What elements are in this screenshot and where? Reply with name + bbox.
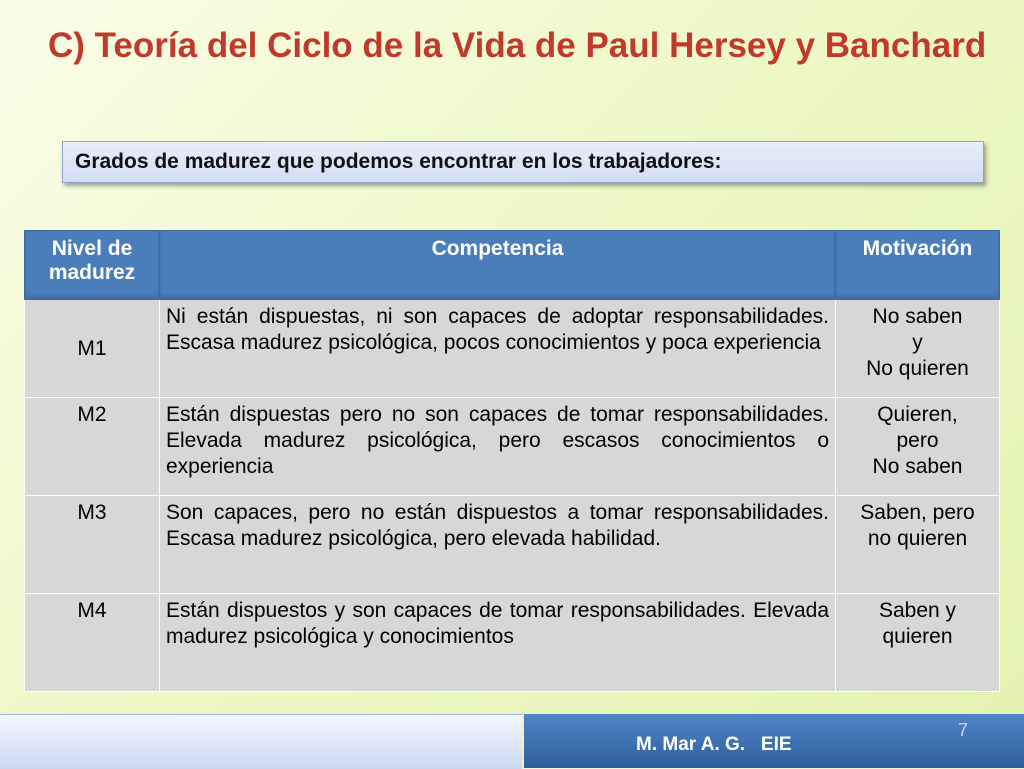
- level-cell: M2: [25, 398, 160, 496]
- header-competencia: Competencia: [160, 231, 836, 300]
- level-cell: M1: [25, 300, 160, 398]
- motivacion-line: Quieren,: [877, 403, 958, 426]
- motivacion-line: Saben y: [878, 599, 957, 622]
- table-row: [25, 398, 1000, 496]
- maturity-table: [24, 230, 1000, 692]
- page-number: 7: [958, 720, 969, 740]
- motivacion-line: Saben, pero: [860, 501, 975, 524]
- motivacion-cell: [836, 398, 1000, 496]
- table-row: [25, 496, 1000, 594]
- motivacion-cell: [836, 300, 1000, 398]
- header-nivel: Nivel de madurez: [25, 231, 160, 300]
- motivacion-cell: [836, 496, 1000, 594]
- level-cell: M4: [25, 594, 160, 692]
- subtitle-box: [62, 141, 984, 183]
- table-row: [25, 594, 1000, 692]
- header-motivacion: Motivación: [836, 231, 1000, 300]
- subtitle-text: Grados de madurez que podemos encontrar en los trabajadores:: [75, 150, 722, 173]
- slide-title: C) Teoría del Ciclo de la Vida de Paul Hersey y Banchard: [48, 26, 987, 65]
- motivacion-line: No saben: [872, 455, 963, 478]
- footer-author: M. Mar A. G. EIE: [636, 734, 792, 755]
- competencia-cell: Están dispuestas pero no son capaces de tomar responsabilidades. Elevada madurez psicológica, pero escasos conocimientos o experiencia: [160, 398, 836, 496]
- competencia-cell: Ni están dispuestas, ni son capaces de adoptar responsabilidades. Escasa madurez psicológica, pocos conocimientos y poca experiencia: [160, 300, 836, 398]
- motivacion-line: pero: [896, 429, 939, 452]
- motivacion-line: quieren: [882, 625, 953, 648]
- motivacion-line: No saben: [872, 305, 963, 328]
- motivacion-line: no quieren: [867, 527, 968, 550]
- table-header-row: [25, 231, 1000, 300]
- competencia-cell: Están dispuestos y son capaces de tomar responsabilidades. Elevada madurez psicológica y conocimientos: [160, 594, 836, 692]
- motivacion-cell: [836, 594, 1000, 692]
- motivacion-line: No quieren: [866, 357, 969, 380]
- level-cell: M3: [25, 496, 160, 594]
- table-row: [25, 300, 1000, 398]
- motivacion-line: y: [912, 331, 923, 354]
- competencia-cell: Son capaces, pero no están dispuestos a tomar responsabilidades. Escasa madurez psicológica, pero elevada habilidad.: [160, 496, 836, 594]
- footer-left-bar: [0, 714, 522, 769]
